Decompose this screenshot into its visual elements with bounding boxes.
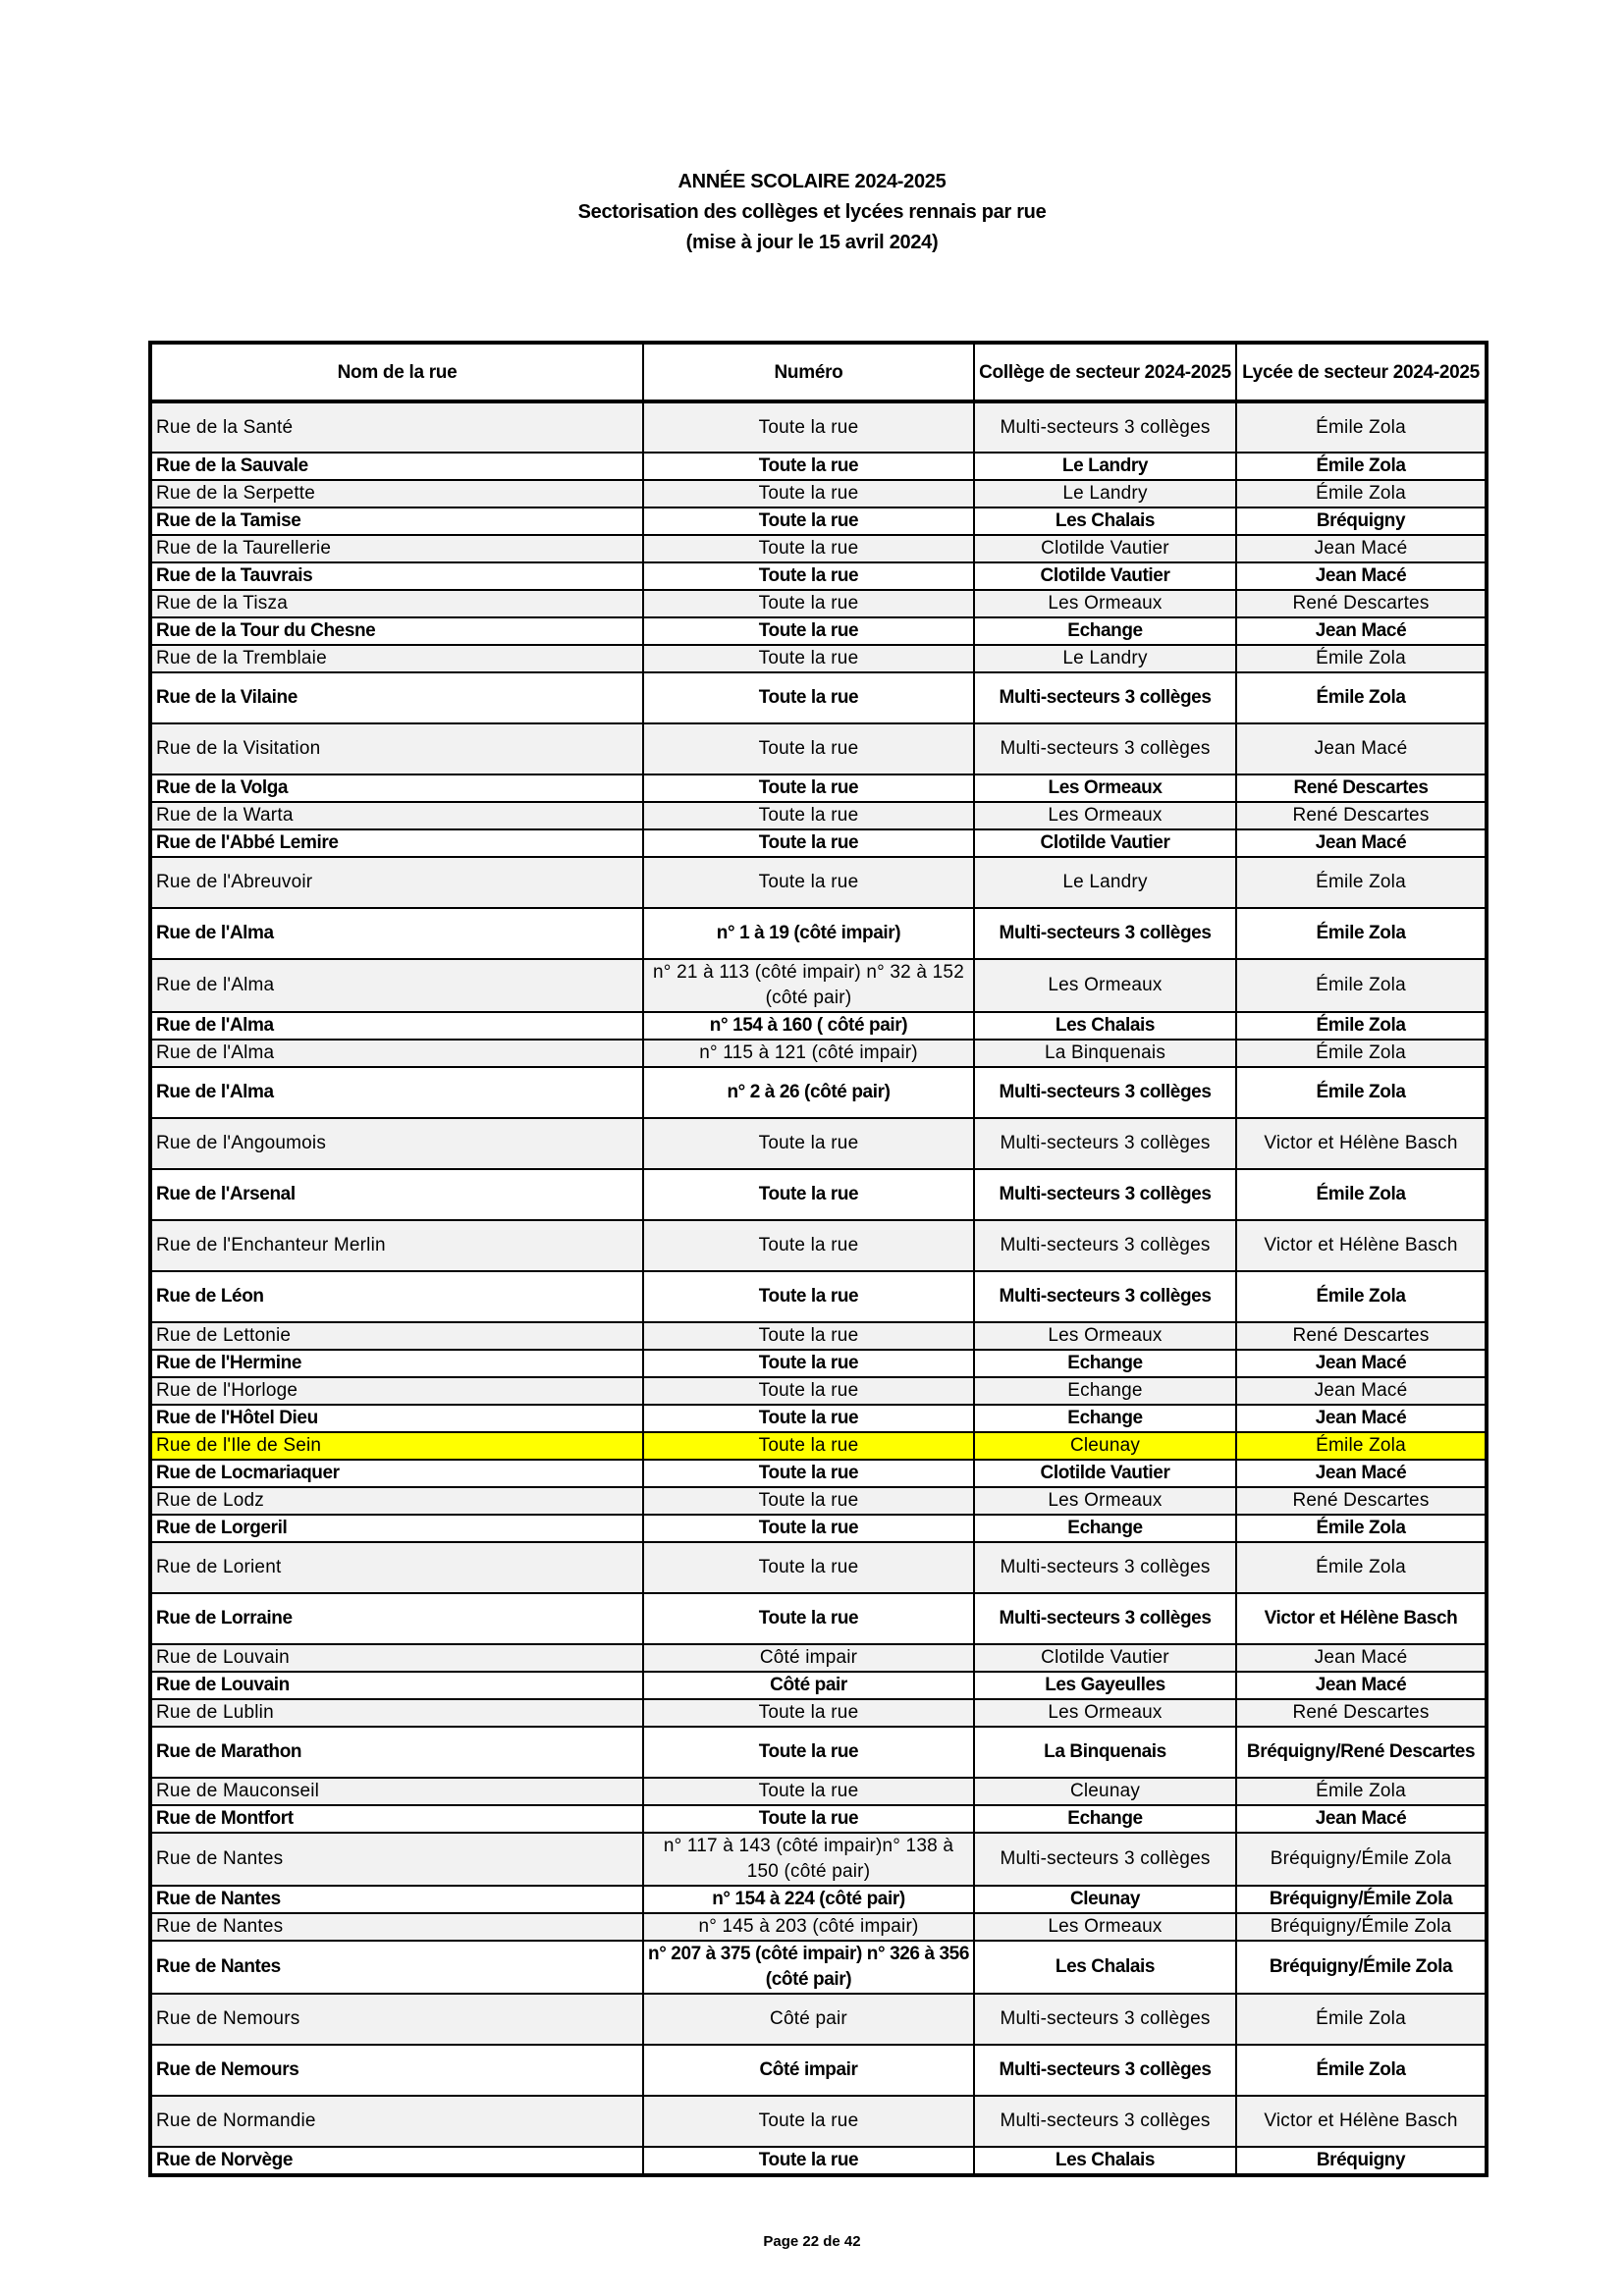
cell-numero: Toute la rue <box>643 590 974 617</box>
page-number: Page 22 de 42 <box>763 2233 861 2250</box>
document-title <box>0 167 1624 258</box>
cell-rue: Rue de Léon <box>150 1271 643 1322</box>
table-row <box>150 617 1487 645</box>
cell-numero: Toute la rue <box>643 1778 974 1805</box>
cell-rue: Rue de la Santé <box>150 401 643 453</box>
cell-college: Clotilde Vautier <box>974 1644 1236 1672</box>
cell-numero: Toute la rue <box>643 1805 974 1833</box>
cell-numero: Toute la rue <box>643 1220 974 1271</box>
cell-rue: Rue de Louvain <box>150 1644 643 1672</box>
table-row <box>150 802 1487 829</box>
cell-rue: Rue de l'Hôtel Dieu <box>150 1405 643 1432</box>
column-header-numero: Numéro <box>643 343 974 401</box>
table-row <box>150 1487 1487 1515</box>
table-row <box>150 2045 1487 2096</box>
cell-lycee: Jean Macé <box>1236 1350 1487 1377</box>
cell-rue: Rue de l'Enchanteur Merlin <box>150 1220 643 1271</box>
cell-numero: n° 154 à 224 (côté pair) <box>643 1886 974 1913</box>
cell-numero: Toute la rue <box>643 1542 974 1593</box>
cell-lycee: Victor et Hélène Basch <box>1236 1220 1487 1271</box>
cell-rue: Rue de l'Angoumois <box>150 1118 643 1169</box>
table-row <box>150 507 1487 535</box>
cell-numero: Toute la rue <box>643 562 974 590</box>
cell-lycee: Jean Macé <box>1236 829 1487 857</box>
cell-college: Echange <box>974 1515 1236 1542</box>
cell-college: Les Ormeaux <box>974 590 1236 617</box>
cell-rue: Rue de Norvège <box>150 2147 643 2175</box>
cell-lycee: René Descartes <box>1236 1699 1487 1727</box>
cell-numero: Toute la rue <box>643 723 974 774</box>
cell-rue: Rue de Lettonie <box>150 1322 643 1350</box>
table-row <box>150 645 1487 672</box>
cell-college: Multi-secteurs 3 collèges <box>974 908 1236 959</box>
table-row <box>150 1886 1487 1913</box>
cell-college: Cleunay <box>974 1432 1236 1460</box>
cell-rue: Rue de Nemours <box>150 2045 643 2096</box>
cell-college: Multi-secteurs 3 collèges <box>974 1593 1236 1644</box>
cell-college: Clotilde Vautier <box>974 562 1236 590</box>
cell-numero: n° 2 à 26 (côté pair) <box>643 1067 974 1118</box>
cell-rue: Rue de la Tisza <box>150 590 643 617</box>
cell-rue: Rue de Normandie <box>150 2096 643 2147</box>
cell-lycee: Émile Zola <box>1236 908 1487 959</box>
cell-lycee: Émile Zola <box>1236 1012 1487 1040</box>
table-row <box>150 1778 1487 1805</box>
cell-lycee: René Descartes <box>1236 590 1487 617</box>
cell-college: Le Landry <box>974 645 1236 672</box>
cell-college: Clotilde Vautier <box>974 1460 1236 1487</box>
cell-lycee: Émile Zola <box>1236 1169 1487 1220</box>
cell-college: La Binquenais <box>974 1040 1236 1067</box>
cell-lycee: Jean Macé <box>1236 1805 1487 1833</box>
table-row <box>150 2147 1487 2175</box>
cell-numero: n° 145 à 203 (côté impair) <box>643 1913 974 1941</box>
cell-rue: Rue de la Serpette <box>150 480 643 507</box>
cell-numero: n° 117 à 143 (côté impair)n° 138 à 150 (côté pair) <box>643 1833 974 1886</box>
table-row <box>150 1644 1487 1672</box>
table-row <box>150 1833 1487 1886</box>
cell-lycee: Émile Zola <box>1236 2045 1487 2096</box>
cell-rue: Rue de la Taurellerie <box>150 535 643 562</box>
cell-lycee: René Descartes <box>1236 1322 1487 1350</box>
cell-numero: Toute la rue <box>643 507 974 535</box>
cell-lycee: Bréquigny <box>1236 507 1487 535</box>
cell-lycee: Jean Macé <box>1236 1405 1487 1432</box>
cell-lycee: Jean Macé <box>1236 1644 1487 1672</box>
cell-rue: Rue de l'Alma <box>150 959 643 1012</box>
cell-lycee: Émile Zola <box>1236 453 1487 480</box>
table-row <box>150 1271 1487 1322</box>
cell-lycee: Émile Zola <box>1236 1515 1487 1542</box>
cell-college: Multi-secteurs 3 collèges <box>974 1994 1236 2045</box>
cell-lycee: Jean Macé <box>1236 1672 1487 1699</box>
cell-rue: Rue de la Warta <box>150 802 643 829</box>
table-row <box>150 1593 1487 1644</box>
table-row <box>150 1460 1487 1487</box>
cell-college: Le Landry <box>974 857 1236 908</box>
table-row <box>150 2096 1487 2147</box>
table-row <box>150 1515 1487 1542</box>
cell-college: Les Chalais <box>974 1012 1236 1040</box>
cell-college: Les Chalais <box>974 2147 1236 2175</box>
cell-rue: Rue de l'Alma <box>150 1067 643 1118</box>
table-row <box>150 480 1487 507</box>
table-row <box>150 1040 1487 1067</box>
cell-college: Echange <box>974 1350 1236 1377</box>
sectorisation-table <box>148 341 1489 2177</box>
cell-rue: Rue de la Tremblaie <box>150 645 643 672</box>
cell-numero: Toute la rue <box>643 401 974 453</box>
cell-lycee: Bréquigny/Émile Zola <box>1236 1886 1487 1913</box>
cell-college: Multi-secteurs 3 collèges <box>974 2096 1236 2147</box>
title-line-subject: Sectorisation des collèges et lycées rennais par rue <box>577 201 1047 223</box>
cell-numero: Côté impair <box>643 2045 974 2096</box>
cell-numero: Toute la rue <box>643 1487 974 1515</box>
cell-numero: Toute la rue <box>643 480 974 507</box>
cell-college: Multi-secteurs 3 collèges <box>974 1542 1236 1593</box>
table-row <box>150 1432 1487 1460</box>
cell-lycee: Émile Zola <box>1236 480 1487 507</box>
column-header-rue: Nom de la rue <box>150 343 643 401</box>
cell-lycee: Jean Macé <box>1236 562 1487 590</box>
cell-numero: Toute la rue <box>643 645 974 672</box>
cell-college: Multi-secteurs 3 collèges <box>974 672 1236 723</box>
cell-lycee: Émile Zola <box>1236 1994 1487 2045</box>
table-row <box>150 1067 1487 1118</box>
cell-numero: n° 154 à 160 ( côté pair) <box>643 1012 974 1040</box>
cell-lycee: Jean Macé <box>1236 1377 1487 1405</box>
cell-rue: Rue de la Tauvrais <box>150 562 643 590</box>
cell-college: Cleunay <box>974 1886 1236 1913</box>
cell-numero: Toute la rue <box>643 1405 974 1432</box>
table-row <box>150 959 1487 1012</box>
cell-college: Les Ormeaux <box>974 959 1236 1012</box>
cell-rue: Rue de Locmariaquer <box>150 1460 643 1487</box>
cell-rue: Rue de l'Alma <box>150 908 643 959</box>
cell-college: Echange <box>974 1377 1236 1405</box>
cell-numero: n° 115 à 121 (côté impair) <box>643 1040 974 1067</box>
table-header <box>150 343 1487 401</box>
cell-numero: Toute la rue <box>643 1118 974 1169</box>
cell-numero: Toute la rue <box>643 1350 974 1377</box>
table-row <box>150 1913 1487 1941</box>
cell-numero: Toute la rue <box>643 1515 974 1542</box>
cell-lycee: Émile Zola <box>1236 1271 1487 1322</box>
cell-numero: Toute la rue <box>643 1727 974 1778</box>
cell-numero: Toute la rue <box>643 453 974 480</box>
cell-lycee: Bréquigny/Émile Zola <box>1236 1941 1487 1994</box>
cell-college: Echange <box>974 1405 1236 1432</box>
cell-lycee: Émile Zola <box>1236 959 1487 1012</box>
cell-rue: Rue de la Tamise <box>150 507 643 535</box>
cell-rue: Rue de Nantes <box>150 1886 643 1913</box>
cell-lycee: Bréquigny/Émile Zola <box>1236 1913 1487 1941</box>
table-row <box>150 1118 1487 1169</box>
cell-lycee: Émile Zola <box>1236 857 1487 908</box>
table-row <box>150 829 1487 857</box>
table-row <box>150 1672 1487 1699</box>
cell-college: Clotilde Vautier <box>974 535 1236 562</box>
cell-rue: Rue de Nemours <box>150 1994 643 2045</box>
cell-college: Multi-secteurs 3 collèges <box>974 401 1236 453</box>
cell-college: La Binquenais <box>974 1727 1236 1778</box>
cell-college: Clotilde Vautier <box>974 829 1236 857</box>
cell-college: Multi-secteurs 3 collèges <box>974 1118 1236 1169</box>
table-row <box>150 453 1487 480</box>
cell-numero: Côté pair <box>643 1672 974 1699</box>
cell-numero: Toute la rue <box>643 1271 974 1322</box>
cell-rue: Rue de Lublin <box>150 1699 643 1727</box>
table-row <box>150 774 1487 802</box>
cell-lycee: Jean Macé <box>1236 723 1487 774</box>
cell-lycee: Émile Zola <box>1236 401 1487 453</box>
cell-college: Les Ormeaux <box>974 774 1236 802</box>
table-row <box>150 1994 1487 2045</box>
cell-rue: Rue de l'Alma <box>150 1012 643 1040</box>
cell-college: Les Chalais <box>974 1941 1236 1994</box>
table-row <box>150 535 1487 562</box>
cell-college: Les Ormeaux <box>974 1487 1236 1515</box>
cell-college: Le Landry <box>974 480 1236 507</box>
cell-rue: Rue de l'Ile de Sein <box>150 1432 643 1460</box>
column-header-lycee: Lycée de secteur 2024-2025 <box>1236 343 1487 401</box>
cell-numero: Toute la rue <box>643 1377 974 1405</box>
cell-lycee: Émile Zola <box>1236 1542 1487 1593</box>
table-row <box>150 401 1487 453</box>
cell-lycee: René Descartes <box>1236 774 1487 802</box>
title-line-school-year: ANNÉE SCOLAIRE 2024-2025 <box>677 171 947 192</box>
cell-numero: Toute la rue <box>643 1699 974 1727</box>
cell-rue: Rue de Montfort <box>150 1805 643 1833</box>
cell-college: Cleunay <box>974 1778 1236 1805</box>
table-row <box>150 1377 1487 1405</box>
cell-college: Les Ormeaux <box>974 802 1236 829</box>
cell-college: Les Ormeaux <box>974 1322 1236 1350</box>
cell-college: Multi-secteurs 3 collèges <box>974 2045 1236 2096</box>
cell-rue: Rue de l'Arsenal <box>150 1169 643 1220</box>
cell-numero: Toute la rue <box>643 857 974 908</box>
cell-numero: Toute la rue <box>643 829 974 857</box>
cell-lycee: Jean Macé <box>1236 535 1487 562</box>
cell-college: Multi-secteurs 3 collèges <box>974 1833 1236 1886</box>
cell-lycee: Victor et Hélène Basch <box>1236 2096 1487 2147</box>
cell-numero: n° 1 à 19 (côté impair) <box>643 908 974 959</box>
cell-numero: Toute la rue <box>643 2147 974 2175</box>
cell-lycee: Jean Macé <box>1236 617 1487 645</box>
cell-rue: Rue de Lorient <box>150 1542 643 1593</box>
cell-numero: Toute la rue <box>643 2096 974 2147</box>
cell-numero: Côté impair <box>643 1644 974 1672</box>
cell-college: Les Gayeulles <box>974 1672 1236 1699</box>
cell-lycee: Victor et Hélène Basch <box>1236 1118 1487 1169</box>
table-row <box>150 723 1487 774</box>
cell-rue: Rue de la Visitation <box>150 723 643 774</box>
cell-college: Multi-secteurs 3 collèges <box>974 1220 1236 1271</box>
cell-lycee: Émile Zola <box>1236 1432 1487 1460</box>
cell-lycee: René Descartes <box>1236 802 1487 829</box>
table-row <box>150 1699 1487 1727</box>
cell-college: Les Chalais <box>974 507 1236 535</box>
cell-college: Multi-secteurs 3 collèges <box>974 723 1236 774</box>
cell-college: Multi-secteurs 3 collèges <box>974 1271 1236 1322</box>
table-row <box>150 1405 1487 1432</box>
cell-lycee: Émile Zola <box>1236 672 1487 723</box>
table-row <box>150 1220 1487 1271</box>
table-body <box>150 401 1487 2175</box>
cell-college: Les Ormeaux <box>974 1699 1236 1727</box>
cell-rue: Rue de Marathon <box>150 1727 643 1778</box>
cell-numero: Toute la rue <box>643 1322 974 1350</box>
cell-lycee: René Descartes <box>1236 1487 1487 1515</box>
cell-lycee: Bréquigny/René Descartes <box>1236 1727 1487 1778</box>
cell-numero: Toute la rue <box>643 802 974 829</box>
table-row <box>150 672 1487 723</box>
cell-numero: Toute la rue <box>643 617 974 645</box>
cell-rue: Rue de Lorraine <box>150 1593 643 1644</box>
cell-rue: Rue de Lodz <box>150 1487 643 1515</box>
cell-numero: Toute la rue <box>643 1460 974 1487</box>
table-row <box>150 1727 1487 1778</box>
table-row <box>150 590 1487 617</box>
table-row <box>150 1350 1487 1377</box>
cell-lycee: Bréquigny <box>1236 2147 1487 2175</box>
cell-numero: Toute la rue <box>643 774 974 802</box>
cell-college: Multi-secteurs 3 collèges <box>974 1067 1236 1118</box>
table-row <box>150 1941 1487 1994</box>
cell-numero: Toute la rue <box>643 1169 974 1220</box>
cell-rue: Rue de Nantes <box>150 1941 643 1994</box>
cell-numero: Côté pair <box>643 1994 974 2045</box>
cell-lycee: Jean Macé <box>1236 1460 1487 1487</box>
cell-numero: Toute la rue <box>643 1593 974 1644</box>
cell-numero: Toute la rue <box>643 1432 974 1460</box>
cell-lycee: Émile Zola <box>1236 645 1487 672</box>
cell-college: Le Landry <box>974 453 1236 480</box>
cell-rue: Rue de Mauconseil <box>150 1778 643 1805</box>
cell-rue: Rue de la Vilaine <box>150 672 643 723</box>
cell-numero: n° 207 à 375 (côté impair) n° 326 à 356 (côté pair) <box>643 1941 974 1994</box>
cell-rue: Rue de Louvain <box>150 1672 643 1699</box>
cell-lycee: Émile Zola <box>1236 1067 1487 1118</box>
cell-college: Echange <box>974 617 1236 645</box>
cell-rue: Rue de la Volga <box>150 774 643 802</box>
column-header-college: Collège de secteur 2024-2025 <box>974 343 1236 401</box>
cell-rue: Rue de l'Hermine <box>150 1350 643 1377</box>
title-line-update-date: (mise à jour le 15 avril 2024) <box>685 232 939 253</box>
cell-lycee: Bréquigny/Émile Zola <box>1236 1833 1487 1886</box>
cell-numero: Toute la rue <box>643 672 974 723</box>
cell-rue: Rue de Nantes <box>150 1913 643 1941</box>
cell-rue: Rue de la Tour du Chesne <box>150 617 643 645</box>
cell-rue: Rue de Lorgeril <box>150 1515 643 1542</box>
cell-lycee: Émile Zola <box>1236 1778 1487 1805</box>
cell-rue: Rue de l'Abreuvoir <box>150 857 643 908</box>
table-row <box>150 1012 1487 1040</box>
cell-college: Echange <box>974 1805 1236 1833</box>
cell-rue: Rue de Nantes <box>150 1833 643 1886</box>
cell-rue: Rue de la Sauvale <box>150 453 643 480</box>
table-row <box>150 1542 1487 1593</box>
table-row <box>150 562 1487 590</box>
table-row <box>150 1805 1487 1833</box>
cell-college: Les Ormeaux <box>974 1913 1236 1941</box>
cell-college: Multi-secteurs 3 collèges <box>974 1169 1236 1220</box>
cell-numero: n° 21 à 113 (côté impair) n° 32 à 152 (côté pair) <box>643 959 974 1012</box>
table-row <box>150 1322 1487 1350</box>
table-row <box>150 1169 1487 1220</box>
cell-numero: Toute la rue <box>643 535 974 562</box>
table-row <box>150 857 1487 908</box>
table-row <box>150 908 1487 959</box>
cell-rue: Rue de l'Abbé Lemire <box>150 829 643 857</box>
cell-rue: Rue de l'Alma <box>150 1040 643 1067</box>
cell-lycee: Victor et Hélène Basch <box>1236 1593 1487 1644</box>
cell-rue: Rue de l'Horloge <box>150 1377 643 1405</box>
cell-lycee: Émile Zola <box>1236 1040 1487 1067</box>
